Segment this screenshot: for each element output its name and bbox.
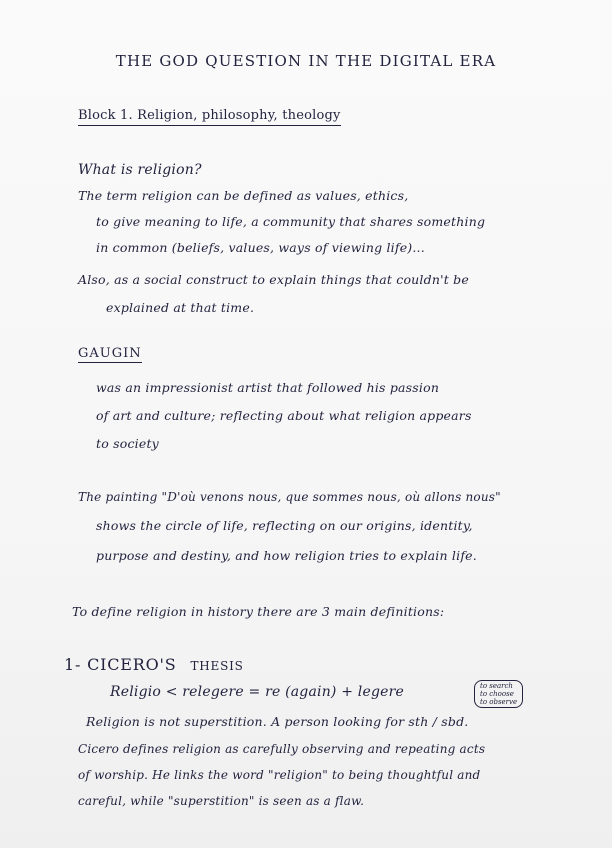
etymology-meanings <box>474 680 523 708</box>
page-title: THE GOD QUESTION IN THE DIGITAL ERA <box>115 52 497 70</box>
body-line: to society <box>96 436 159 451</box>
etymology: Religio < relegere = re (again) + legere <box>110 684 404 700</box>
body-line: to give meaning to life, a community that shares something <box>96 214 486 229</box>
body-line: shows the circle of life, reflecting on our origins, identity, <box>96 518 473 533</box>
body-line: Religion is not superstition. A person looking for sth / sbd. <box>86 714 469 729</box>
etymology-meaning: to observe <box>480 698 518 706</box>
body-line: The painting "D'où venons nous, que sommes nous, où allons nous" <box>78 490 501 504</box>
cicero-subheading: THESIS <box>190 659 244 673</box>
etymology-meaning: to choose <box>480 690 514 698</box>
body-line: careful, while "superstition" is seen as a flaw. <box>78 794 365 808</box>
body-line: in common (beliefs, values, ways of viewing life)... <box>96 240 425 255</box>
question-heading: What is religion? <box>78 162 202 178</box>
body-line: was an impressionist artist that followed his passion <box>96 380 440 395</box>
body-line: Also, as a social construct to explain things that couldn't be <box>78 272 469 287</box>
body-line: of worship. He links the word "religion" to being thoughtful and <box>78 768 481 782</box>
cicero-heading <box>64 655 244 674</box>
definitions-intro: To define religion in history there are 3 main definitions: <box>72 604 445 619</box>
body-line: Cicero defines religion as carefully observing and repeating acts <box>78 742 486 756</box>
body-line: purpose and destiny, and how religion tries to explain life. <box>96 548 477 563</box>
etymology-meaning: to search <box>480 682 513 690</box>
body-line: explained at that time. <box>106 300 255 315</box>
block-heading: Block 1. Religion, philosophy, theology <box>78 108 341 126</box>
body-line: of art and culture; reflecting about what religion appears <box>96 408 472 423</box>
cicero-heading-label: 1- CICERO'S <box>64 655 177 674</box>
body-line: The term religion can be defined as values, ethics, <box>78 188 409 203</box>
gauguin-heading: GAUGIN <box>78 346 142 361</box>
